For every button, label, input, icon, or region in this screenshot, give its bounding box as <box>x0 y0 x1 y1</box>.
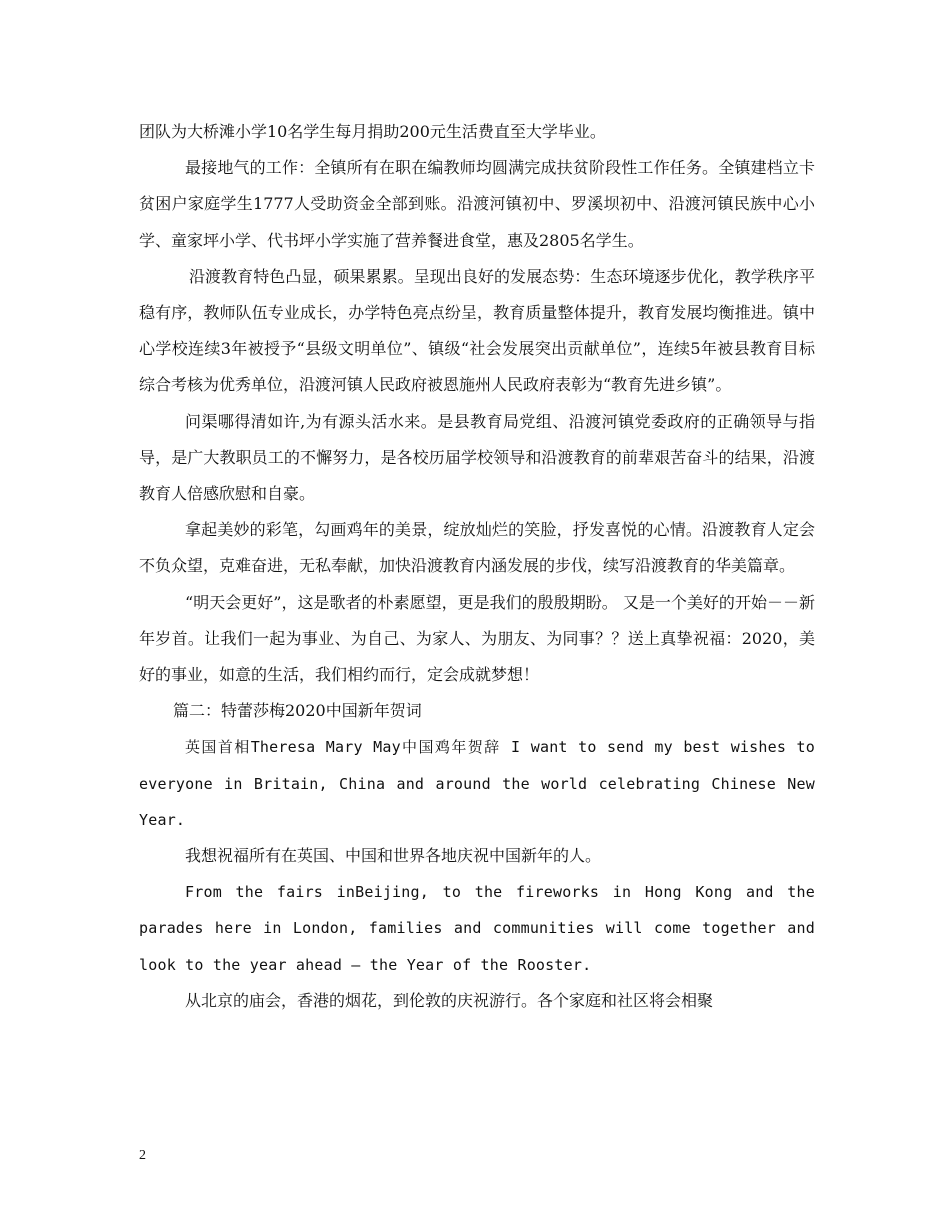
paragraph-english-celebrations: From the fairs inBeijing, to the fireworks in Hong Kong and the parades here in London, families and communities will come together and look to the year ahead – the Year of the Rooster. <box>139 883 815 974</box>
section-heading: 篇二：特蕾莎梅2020中国新年贺词 <box>173 701 422 721</box>
paragraph-chinese-celebrations: 从北京的庙会，香港的烟花，到伦敦的庆祝游行。各个家庭和社区将会相聚 <box>185 990 714 1010</box>
paragraph-chinese-greeting: 我想祝福所有在英国、中国和世界各地庆祝中国新年的人。 <box>185 846 602 866</box>
paragraph-education-features: 沿渡教育特色凸显，硕果累累。呈现出良好的发展态势：生态环境逐步优化，教学秩序平稳有序，教师队伍专业成长，办学特色亮点纷呈，教育质量整体提升，教育发展均衡推进。镇中心学校连续3年被授予“县级文明单位”、镇级“社会发展突出贡献单位”，连续5年被县教育目标综合考核为优秀单位，沿渡河镇人民政府被恩施州人民政府表彰为“教育先进乡镇”。 <box>139 266 815 395</box>
paragraph-outlook: 拿起美妙的彩笔，勾画鸡年的美景，绽放灿烂的笑脸，抒发喜悦的心情。沿渡教育人定会不负众望，克难奋进，无私奉献，加快沿渡教育内涵发展的步伐，续写沿渡教育的华美篇章。 <box>139 520 815 576</box>
page-number: 2 <box>139 1148 146 1163</box>
paragraph-grassroots-work: 最接地气的工作：全镇所有在职在编教师均圆满完成扶贫阶段性工作任务。全镇建档立卡贫困户家庭学生1777人受助资金全部到账。沿渡河镇初中、罗溪坝初中、沿渡河镇民族中心小学、童家坪小学、代书坪小学实施了营养餐进食堂，惠及2805名学生。 <box>139 158 815 250</box>
paragraph-english-greeting: 英国首相Theresa Mary May中国鸡年贺辞 I want to send my best wishes to everyone in Britain, China and around the world celebrating Chinese New Year. <box>139 738 815 829</box>
document-body <box>139 114 815 1019</box>
paragraph-new-year-wishes: “明天会更好”，这是歌者的朴素愿望，更是我们的殷殷期盼。 又是一个美好的开始－－新年岁首。让我们一起为事业、为自己、为家人、为朋友、为同事？？送上真挚祝福：2020，美好的事业，如意的生活，我们相约而行，定会成就梦想！ <box>139 592 815 685</box>
paragraph-acknowledgement: 问渠哪得清如许,为有源头活水来。是县教育局党组、沿渡河镇党委政府的正确领导与指导，是广大教职员工的不懈努力，是各校历届学校领导和沿渡教育的前辈艰苦奋斗的结果，沿渡教育人倍感欣慰和自豪。 <box>139 411 815 504</box>
paragraph-continuation: 团队为大桥滩小学10名学生每月捐助200元生活费直至大学毕业。 <box>139 122 606 141</box>
